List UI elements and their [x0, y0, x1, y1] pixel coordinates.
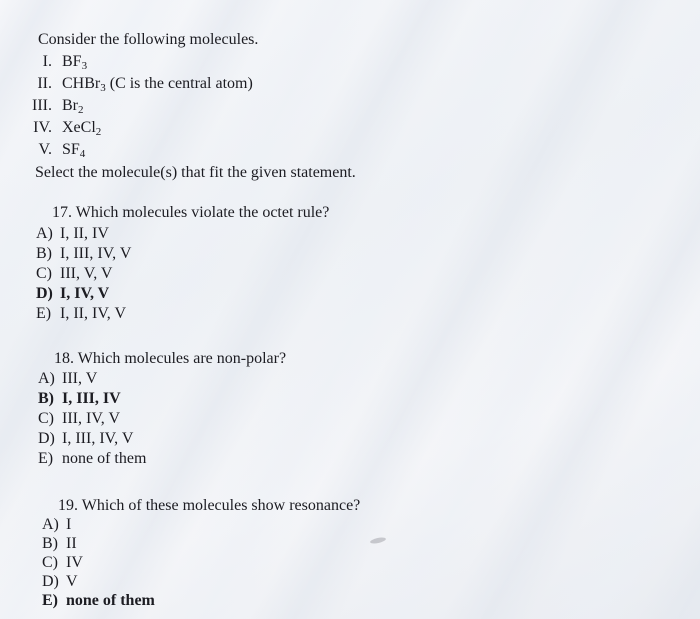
- answer-option: [38, 449, 146, 469]
- answer-option: [36, 224, 109, 244]
- pen-mark: [370, 536, 387, 544]
- option-letter: B): [38, 390, 54, 407]
- option-letter: E): [42, 592, 58, 609]
- option-letter: C): [42, 554, 58, 571]
- option-letter: C): [36, 265, 52, 282]
- question-stem: 19. Which of these molecules show resonance?: [58, 497, 361, 514]
- answer-option: [38, 409, 120, 429]
- molecule-subscript: 3: [100, 82, 106, 94]
- answer-option: [36, 264, 112, 284]
- option-text: IV: [66, 554, 83, 571]
- option-text: I, IV, V: [60, 285, 110, 302]
- answer-option: [42, 553, 83, 573]
- molecule-note: (C is the central atom): [105, 75, 253, 92]
- molecule-item: [18, 118, 101, 138]
- molecule-formula: Br: [62, 97, 78, 114]
- molecule-formula: SF: [62, 141, 80, 158]
- molecule-item: [18, 74, 253, 94]
- molecule-subscript: 4: [79, 148, 86, 160]
- option-letter: B): [42, 535, 58, 552]
- instruction-text: Select the molecule(s) that fit the given statement.: [35, 164, 356, 181]
- molecule-formula: XeCl: [62, 119, 96, 136]
- molecule-subscript: 3: [81, 60, 88, 72]
- answer-option: [38, 369, 97, 389]
- option-letter: D): [38, 430, 55, 447]
- option-letter: B): [36, 245, 52, 262]
- answer-option-selected: [36, 284, 109, 304]
- option-text: V: [66, 573, 78, 590]
- option-text: none of them: [62, 450, 147, 467]
- option-text: III, V, V: [60, 265, 113, 282]
- option-letter: A): [42, 516, 59, 533]
- answer-option: [42, 515, 71, 535]
- molecule-subscript: 2: [78, 104, 84, 116]
- molecule-item: [18, 52, 87, 72]
- intro-prompt: Consider the following molecules.: [38, 31, 259, 48]
- molecule-formula: BF: [62, 53, 82, 70]
- answer-option: [36, 244, 131, 264]
- option-text: II: [66, 535, 77, 552]
- molecule-numeral: V.: [38, 141, 52, 158]
- answer-option: [36, 304, 126, 324]
- molecule-numeral: II.: [37, 75, 52, 92]
- option-letter: D): [36, 285, 53, 302]
- option-letter: C): [38, 410, 54, 427]
- option-text: I, III, IV, V: [62, 430, 134, 447]
- option-text: I, II, IV: [60, 225, 109, 242]
- answer-option-selected: [42, 591, 155, 611]
- option-text: none of them: [66, 592, 155, 609]
- option-text: III, V: [62, 370, 98, 387]
- molecule-numeral: III.: [32, 97, 52, 114]
- option-letter: E): [36, 305, 52, 322]
- molecule-item: [18, 96, 84, 116]
- question-stem: 17. Which molecules violate the octet rule?: [52, 204, 330, 221]
- molecule-numeral: I.: [42, 53, 52, 70]
- answer-option: [38, 429, 133, 449]
- option-letter: A): [38, 370, 55, 387]
- option-text: III, IV, V: [62, 410, 121, 427]
- option-text: I: [66, 516, 72, 533]
- answer-option: [42, 534, 77, 554]
- molecule-numeral: IV.: [33, 119, 52, 136]
- answer-option: [42, 572, 78, 592]
- option-letter: E): [38, 450, 54, 467]
- option-letter: A): [36, 225, 53, 242]
- question-stem: 18. Which molecules are non-polar?: [54, 350, 287, 367]
- option-text: I, III, IV, V: [60, 245, 132, 262]
- option-letter: D): [42, 573, 59, 590]
- option-text: I, II, IV, V: [60, 305, 127, 322]
- answer-option-selected: [38, 389, 121, 409]
- molecule-formula: CHBr: [62, 75, 101, 92]
- option-text: I, III, IV: [62, 390, 121, 407]
- molecule-subscript: 2: [95, 126, 102, 138]
- molecule-item: [18, 140, 85, 160]
